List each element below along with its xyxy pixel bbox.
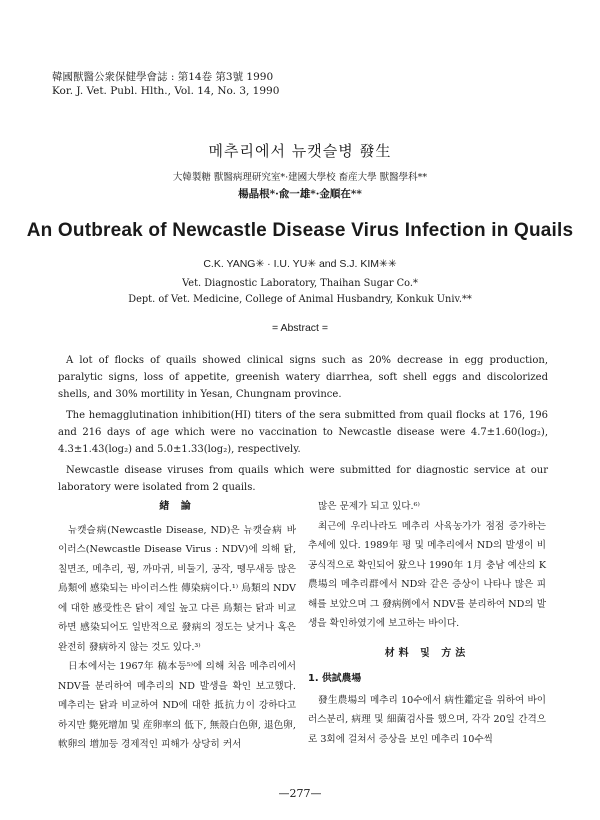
abstract-paragraph: A lot of flocks of quails showed clinical signs such as 20% decrease in egg production, paralytic signs, loss of appetite, greenish watery diarrhea, soft shell eggs and discolorized shells, and 30% mortility in Yesan, Chungnam province. — [58, 355, 548, 400]
subsection-heading: 1. 供試農場 — [308, 673, 362, 684]
body-paragraph: 뉴캣슬病(Newcastle Disease, ND)은 뉴캣슬病 바이러스(Newcastle Disease Virus : NDV)에 의해 닭, 칠면조, 메추리, 꿩, 까마귀, 비둘기, 공작, 뗑무새등 많은 鳥類에 感染되는 바이러스性 傳染病이다.¹⁾ 鳥類의 NDV에 대한 感受性은 닭이 제일 높고 다른 鳥類는 닭과 비교하면 感染되어도 일반적으로 發病의 정도는 낮거나 혹은 완전히 發病하지 않는 것도 있다.³⁾ — [58, 524, 296, 653]
body-paragraph: 최근에 우리나라도 메추리 사육농가가 점점 증가하는 추세에 있다. 1989年 평 및 메추리에서 ND의 발생이 비공식적으로 확인되어 왔으나 1990年 1月 충남 예산의 K農場의 메추리群에서 ND와 같은 증상이 나타나 많은 피해를 보았으며 그 發病例에서 NDV를 분리하여 ND의 발생을 확인하였기에 보고하는 바이다. — [308, 520, 546, 629]
abstract-paragraph: The hemagglutination inhibition(HI) titers of the sera submitted from quail flocks at 176, 196 and 216 days of age which were no vaccination to Newcastle disease were 4.7±1.60(log₂), 4.3±1.43(log₂) and 5.0±1.33(log₂), respectively. — [58, 410, 548, 455]
page-number: —277— — [278, 787, 322, 800]
right-column — [308, 497, 546, 749]
abstract-heading: = Abstract = — [271, 322, 329, 334]
journal-citation — [52, 70, 279, 98]
section-heading-introduction: 緖 論 — [159, 501, 195, 512]
abstract-body — [58, 352, 548, 500]
section-heading-methods: 材料 및 方法 — [384, 647, 470, 659]
body-paragraph: 日本에서는 1967年 稿本등⁵⁾에 의해 처음 메추리에서 NDV를 분리하여 메추리의 ND 발생을 확인 보고했다. 메추리는 닭과 비교하여 ND에 대한 抵抗力이 강하다고 하지만 斃死增加 및 産卵率의 低下, 無殼白色卵, 退色卵, 軟卵의 增加등 경제적인 피해가 상당히 커서 — [58, 661, 296, 750]
body-paragraph: 發生農場의 메추리 10수에서 病性鑑定을 위하여 바이러스분리, 病理 및 細菌검사를 했으며, 각각 20일 간격으로 3회에 걸쳐서 증상을 보인 메추리 10수씩 — [308, 694, 546, 745]
left-column — [58, 497, 296, 755]
abstract-paragraph: Newcastle disease viruses from quails which were submitted for diagnostic service at our laboratory were isolated from 2 quails. — [58, 465, 548, 493]
body-paragraph: 많은 문제가 되고 있다.⁶⁾ — [318, 501, 420, 512]
affiliation-english-1: Vet. Diagnostic Laboratory, Thaihan Sugar Co.* — [182, 278, 418, 289]
affiliation-english-2: Dept. of Vet. Medicine, College of Animal Husbandry, Konkuk Univ.** — [128, 294, 472, 305]
authors-korean: 楊晶根*·兪一雄*·金順在** — [238, 188, 362, 200]
journal-line-korean: 韓國獸醫公衆保健學會誌 : 第14卷 第3號 1990 — [52, 71, 274, 83]
affiliation-korean-block — [0, 170, 600, 202]
affiliation-korean: 大韓製糖 獸醫病理研究室*·建國大學校 畜産大學 獸醫學科** — [172, 172, 428, 183]
spacer — [308, 634, 546, 644]
title-korean: 메추리에서 뉴캣슬병 發生 — [208, 142, 392, 160]
title-english: An Outbreak of Newcastle Disease Virus Infection in Quails — [26, 220, 574, 241]
affiliation-english-block — [0, 276, 600, 308]
journal-line-english: Kor. J. Vet. Publ. Hlth., Vol. 14, No. 3, 1990 — [52, 85, 280, 97]
authors-english: C.K. YANG✳ · I.U. YU✳ and S.J. KIM✳✳ — [203, 258, 397, 270]
